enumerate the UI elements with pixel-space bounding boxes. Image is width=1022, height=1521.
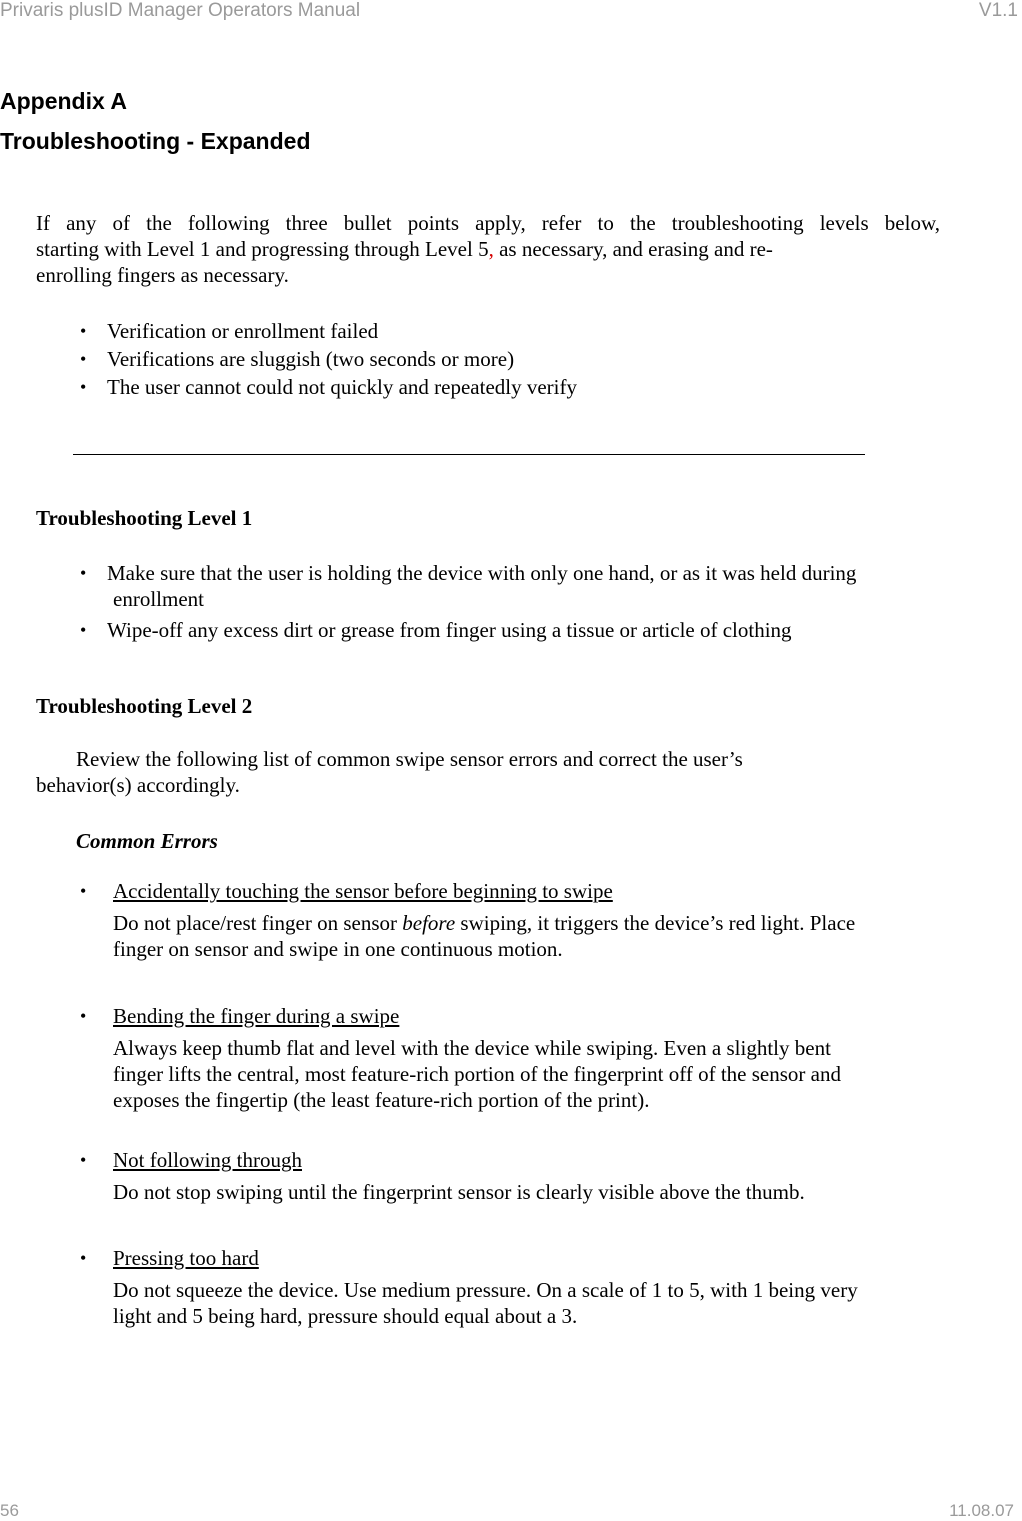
- list-item: • Verifications are sluggish (two seconds or more): [80, 347, 515, 371]
- appendix-title: Appendix A: [0, 88, 127, 114]
- bullet-icon: •: [80, 1006, 87, 1026]
- error-title: Pressing too hard: [113, 1246, 259, 1270]
- section-title: Troubleshooting - Expanded: [0, 128, 311, 154]
- page-number: 56: [0, 1501, 19, 1520]
- bullet-icon: •: [80, 1150, 87, 1170]
- intro-line-3: enrolling fingers as necessary.: [36, 263, 289, 287]
- common-errors-heading: Common Errors: [76, 829, 218, 853]
- error-description: Do not place/rest finger on sensor before swiping, it triggers the device’s red light. Place finger on sensor and swipe in one continuous motion.: [113, 911, 856, 961]
- list-item: • Make sure that the user is holding the device with only one hand, or as it was held during enrollment: [80, 561, 857, 611]
- bullet-icon: •: [80, 321, 87, 341]
- bullet-icon: •: [80, 349, 87, 369]
- intro-red-comma: ,: [488, 237, 494, 261]
- bullet-icon: •: [80, 563, 87, 583]
- error-title: Not following through: [113, 1148, 302, 1172]
- error-description: Do not squeeze the device. Use medium pressure. On a scale of 1 to 5, with 1 being very light and 5 being hard, pressure should equal about a 3.: [113, 1278, 858, 1328]
- error-description: Do not stop swiping until the fingerprint sensor is clearly visible above the thumb.: [113, 1180, 805, 1204]
- level-1-heading: Troubleshooting Level 1: [36, 506, 253, 530]
- bullet-icon: •: [80, 1248, 87, 1268]
- bullet-icon: •: [80, 881, 87, 901]
- footer-date: 11.08.07: [949, 1501, 1014, 1520]
- list-item: • The user cannot could not quickly and repeatedly verify: [80, 375, 577, 399]
- running-header-title: Privaris plusID Manager Operators Manual: [0, 0, 361, 21]
- bullet-icon: •: [80, 620, 87, 640]
- list-item: • Wipe-off any excess dirt or grease from finger using a tissue or article of clothing: [80, 618, 792, 642]
- intro-line-1: If any of the following three bullet points apply, refer to the troubleshooting levels below,: [36, 211, 940, 235]
- error-title: Accidentally touching the sensor before beginning to swipe: [113, 879, 613, 903]
- level-1-list: [0, 560, 960, 644]
- list-item: • Verification or enrollment failed: [80, 319, 379, 343]
- horizontal-rule: [73, 454, 865, 455]
- level-2-heading: Troubleshooting Level 2: [36, 694, 253, 718]
- error-title: Bending the finger during a swipe: [113, 1004, 400, 1028]
- intro-line-2b: as necessary, and erasing and re-: [493, 237, 773, 261]
- level-2-intro: Review the following list of common swipe sensor errors and correct the user’s behavior(s) accordingly.: [36, 747, 743, 797]
- error-description: Always keep thumb flat and level with the device while swiping. Even a slightly bent finger lifts the central, most feature-rich portion of the fingerprint off of the sensor and exposes the fingertip (the least feature-rich portion of the print).: [113, 1036, 841, 1112]
- intro-line-2a: starting with Level 1 and progressing through Level 5: [36, 237, 489, 261]
- running-header-version: V1.1: [978, 0, 1018, 21]
- bullet-icon: •: [80, 377, 87, 397]
- intro-paragraph: [36, 210, 940, 288]
- condition-list: [0, 317, 577, 401]
